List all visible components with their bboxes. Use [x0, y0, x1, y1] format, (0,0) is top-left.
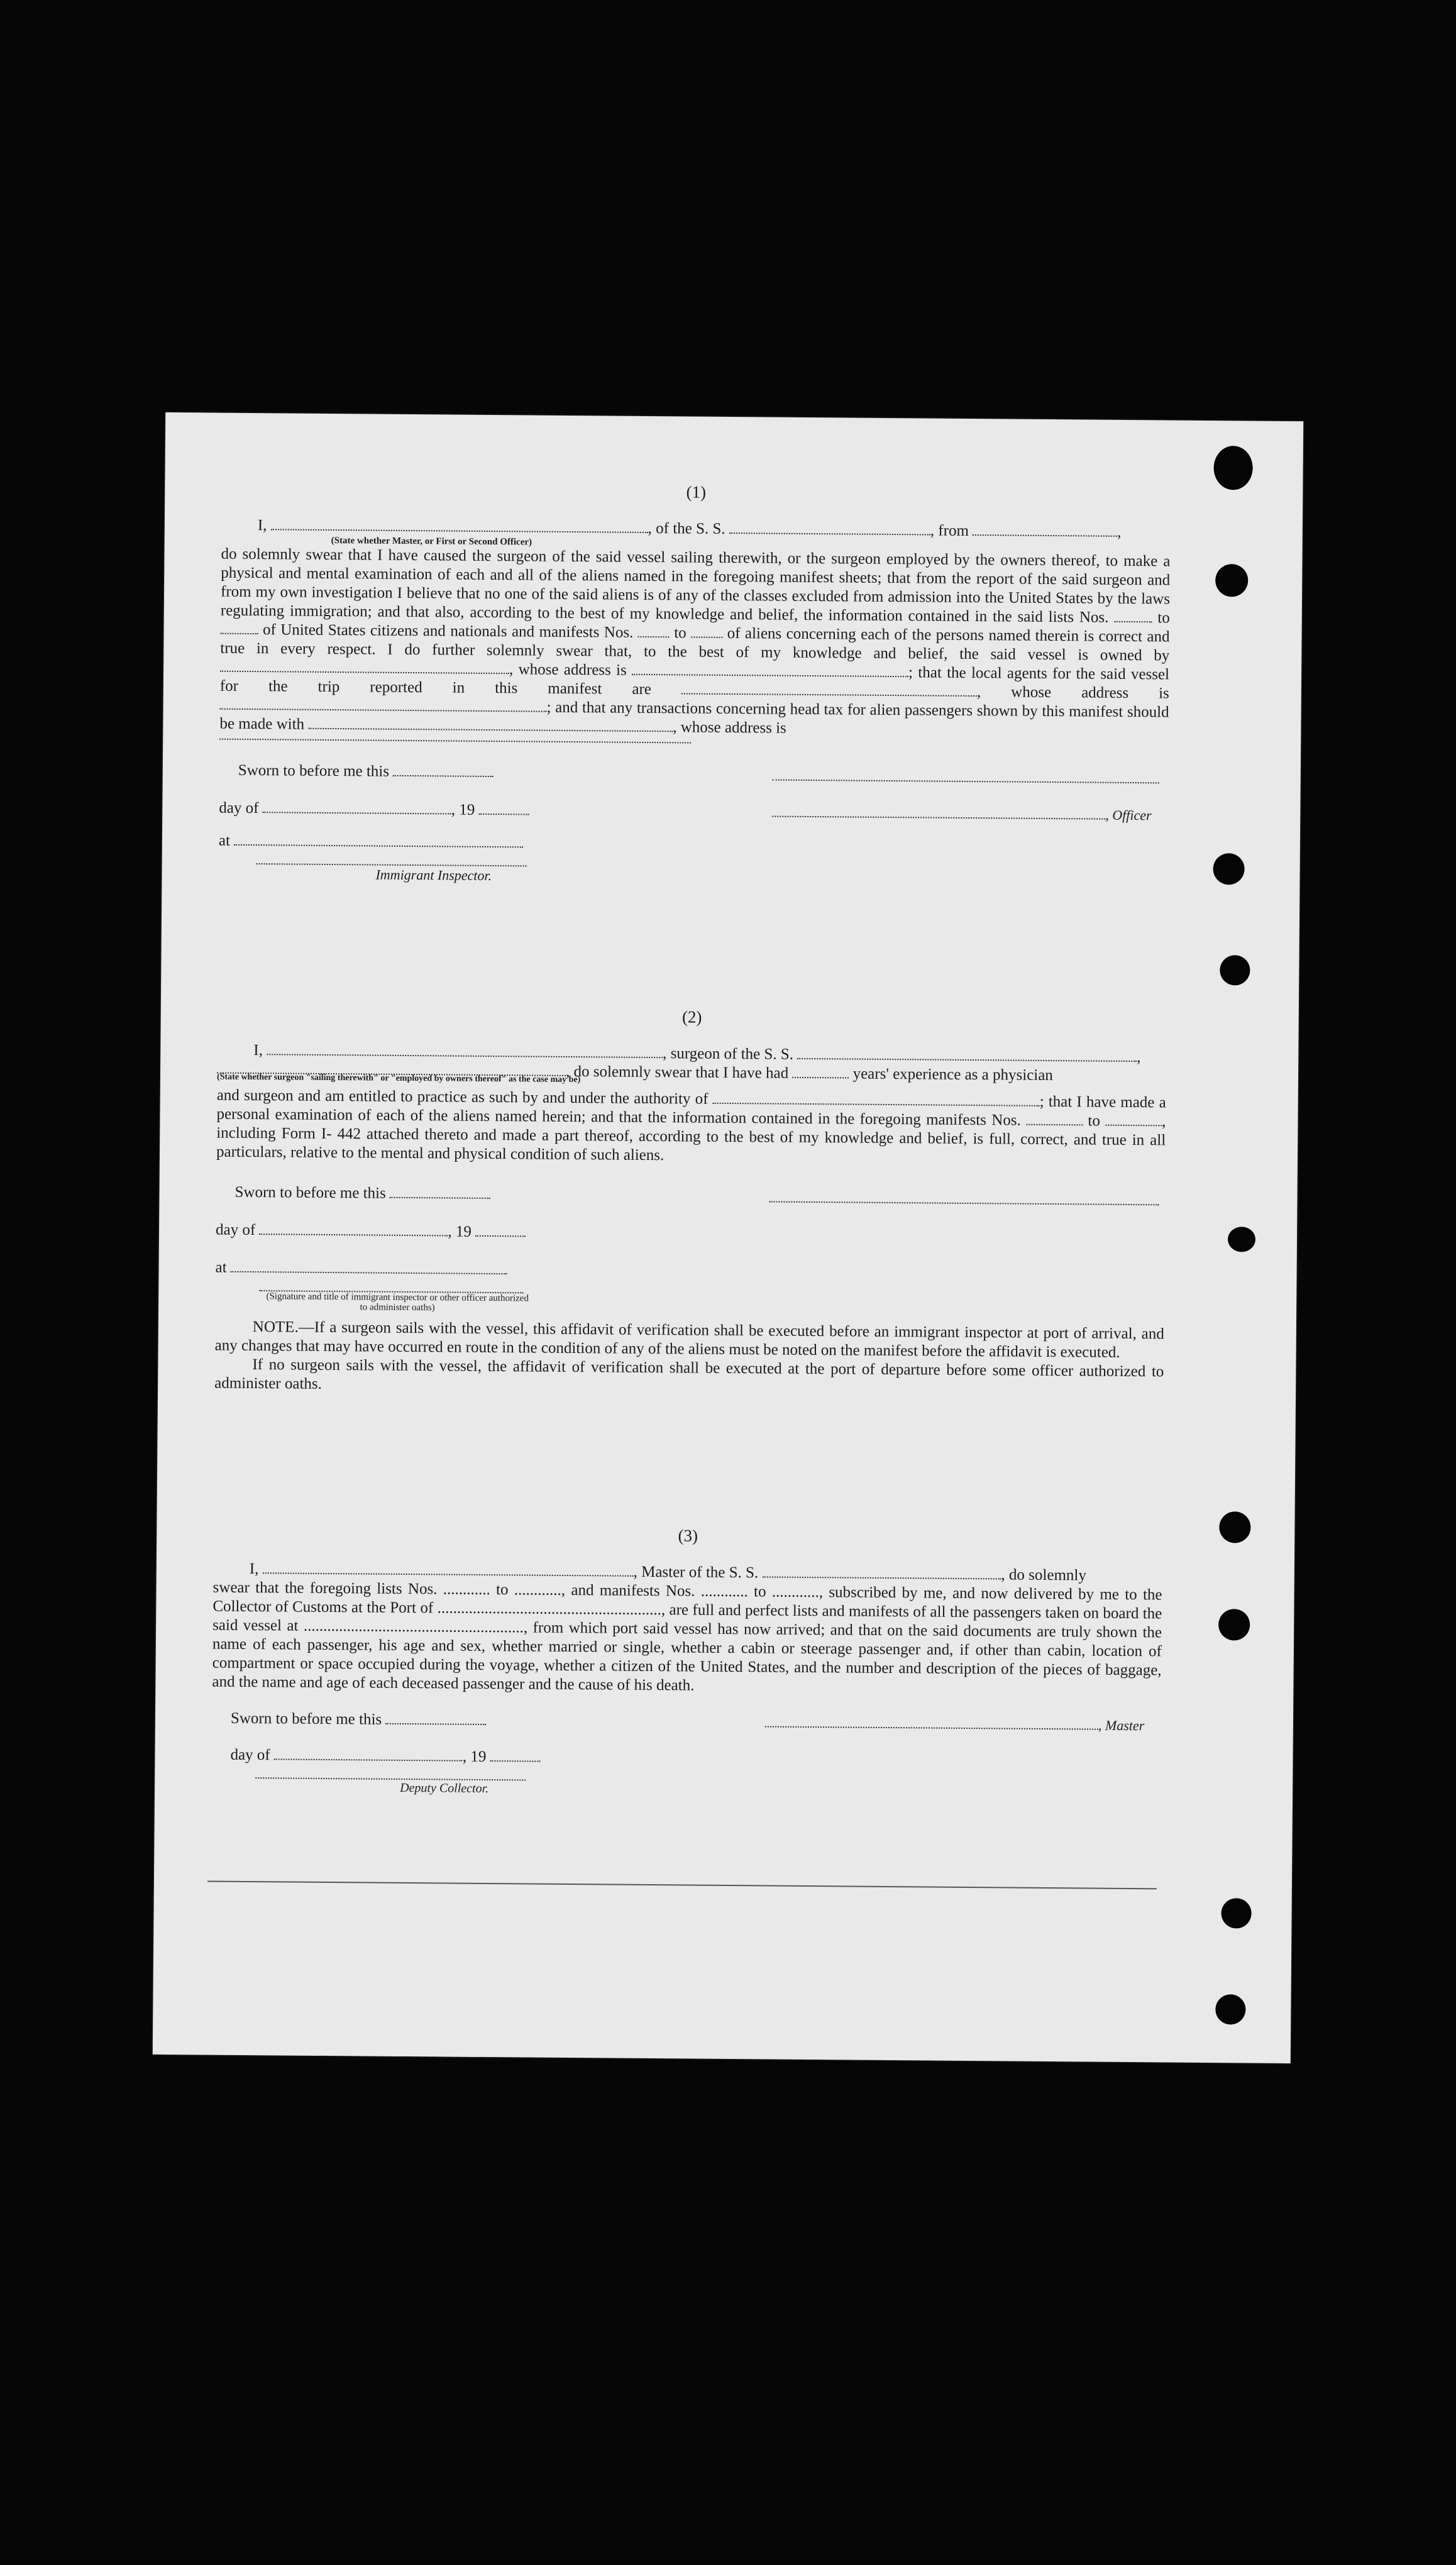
deputy-collector-label: Deputy Collector. [400, 1780, 489, 1796]
manifests-to-field[interactable] [1105, 1113, 1162, 1127]
at-label: at [215, 1259, 227, 1276]
lists-to-field[interactable] [221, 622, 258, 634]
owner-field[interactable] [220, 659, 509, 675]
place-field[interactable] [231, 1260, 507, 1274]
officer-signature-line-1[interactable] [773, 768, 1159, 784]
address-label: , whose address is [673, 719, 786, 737]
body-text: ; and that any transactions concerning head tax for alien passengers shown by this manifest should be made with [219, 698, 1169, 733]
master-of-label: , Master of the S. S. [633, 1563, 759, 1582]
section-1-affidavit [218, 479, 1171, 890]
surgeon-of-label: , surgeon of the S. S. [663, 1045, 794, 1063]
punch-hole [1215, 1994, 1245, 2024]
year-field[interactable] [490, 1749, 541, 1762]
year-label: , 19 [462, 1748, 487, 1766]
years-label: years' experience as a physician [852, 1065, 1053, 1084]
comma: , [1117, 523, 1122, 541]
punch-hole [1228, 1227, 1255, 1252]
master-name-field[interactable] [263, 1561, 634, 1577]
administering-officer-signature-line[interactable] [259, 1277, 523, 1293]
sworn-day-field[interactable] [393, 764, 494, 777]
master-label: , Master [1098, 1717, 1145, 1734]
master-signature-line[interactable] [765, 1714, 1098, 1729]
year-label: , 19 [448, 1223, 472, 1240]
sworn-label: Sworn to before me this [234, 1183, 386, 1202]
address-label: , whose address is [509, 661, 627, 679]
body-text: and surgeon and am entitled to practice as such by and under the authority of [216, 1086, 709, 1108]
manifests-from-field[interactable] [638, 625, 670, 637]
note-paragraph: If no surgeon sails with the vessel, the affidavit of verification shall be executed at the port of departure before some officer authorized to administer oaths. [214, 1356, 1164, 1393]
to-label: to [674, 624, 687, 642]
vessel-name-field[interactable] [729, 521, 930, 536]
punch-hole [1221, 1898, 1251, 1928]
punch-hole [1213, 446, 1253, 490]
manifest-page [153, 412, 1303, 2063]
sworn-label: Sworn to before me this [238, 761, 390, 780]
sworn-day-field[interactable] [385, 1712, 486, 1725]
inspector-signature-line[interactable] [256, 851, 527, 866]
surgeon-name-field[interactable] [267, 1042, 663, 1058]
semicolon: ; [908, 664, 913, 681]
vessel-name-field[interactable] [762, 1565, 1001, 1579]
year-label: , 19 [451, 801, 475, 819]
body-text: do solemnly swear that I have caused the surgeon of the said vessel sailing therewith, or the surgeon employed by the owners thereof, to make a physical and mental examination of each and all of the aliens named in the foregoing manifest sheets; that from the report of the said surgeon and from my own investigation I believe that no one of the said aliens is of any of the classes excluded from admission into the United States by the laws regulating immigration; and that also, according to the best of my knowledge and belief, the information contained in the said lists Nos. [220, 545, 1171, 626]
bottom-rule [207, 1881, 1157, 1890]
body-text: of aliens concerning each of the persons named therein is correct and true in every respect. I do further solemnly swear that, to the best of my knowledge and belief, the said vessel is owned by [220, 624, 1170, 665]
section-number: (3) [678, 1526, 698, 1545]
semicolon: ; [1039, 1093, 1044, 1110]
place-field[interactable] [234, 833, 523, 848]
note-paragraph: NOTE.—If a surgeon sails with the vessel, this affidavit of verification shall be executed before an immigrant inspector at port of arrival, and any changes that may have occurred en route in the condition of any of the aliens must be noted on the manifest before the affidavit is executed. [214, 1318, 1164, 1361]
year-field[interactable] [478, 802, 529, 815]
surgeon-status-field[interactable] [217, 1061, 566, 1076]
day-of-label: day of [219, 799, 259, 817]
officer-caption: (State whether Master, or First or Second Officer) [331, 536, 532, 548]
vessel-name-field[interactable] [797, 1047, 1137, 1062]
sworn-day-field[interactable] [390, 1186, 490, 1199]
punch-hole [1220, 955, 1250, 985]
years-field[interactable] [792, 1066, 849, 1079]
punch-hole [1218, 1609, 1250, 1640]
body-text: , including Form I- 442 attached thereto and made a part thereof, according to the best of my knowledge and belief, is full, correct, and true in all particulars, relative to the mental and physical condition of such aliens. [216, 1113, 1166, 1164]
to-label: to [1088, 1112, 1101, 1130]
swear-label: , do solemnly swear that I have had [565, 1062, 789, 1082]
body-text: that I have made a personal examination of each of the aliens named herein; and that the information contained in the foregoing manifests Nos. [216, 1093, 1166, 1129]
head-tax-party-field[interactable] [308, 717, 673, 732]
owner-address-field[interactable] [632, 663, 908, 677]
punch-hole [1215, 564, 1248, 597]
surgeon-caption: (State whether surgeon "sailing therewith" or "employed by owners thereof" as the case may be) [216, 1072, 581, 1085]
comma: , [976, 683, 981, 701]
punch-hole [1219, 1511, 1250, 1543]
solemnly-label: , do solemnly [1001, 1566, 1087, 1584]
officer-signature-line-2[interactable] [772, 805, 1105, 820]
month-field[interactable] [263, 800, 451, 814]
day-of-label: day of [215, 1221, 256, 1239]
affidavit-body [219, 545, 1170, 741]
month-field[interactable] [274, 1747, 463, 1761]
officer-name-field[interactable] [271, 517, 648, 533]
to-label: to [1157, 609, 1170, 627]
signature-caption: (Signature and title of immigrant inspector or other officer authorized to administer oaths) [266, 1291, 529, 1313]
section-2-affidavit [214, 1004, 1167, 1401]
year-field[interactable] [475, 1224, 526, 1237]
from-label: , from [930, 522, 969, 539]
surgeon-signature-line[interactable] [769, 1190, 1159, 1206]
from-port-field[interactable] [973, 523, 1117, 537]
deputy-collector-signature-line[interactable] [255, 1765, 526, 1780]
officer-label: , Officer [1105, 807, 1152, 824]
punch-hole [1213, 853, 1244, 885]
i-label: I, [249, 1560, 259, 1578]
at-label: at [218, 832, 231, 849]
i-label: I, [253, 1042, 263, 1059]
section-number: (2) [681, 1007, 702, 1027]
manifests-from-field[interactable] [1026, 1113, 1083, 1126]
section-number: (1) [686, 482, 707, 502]
manifests-to-field[interactable] [691, 626, 722, 638]
month-field[interactable] [259, 1222, 448, 1236]
section-3-affidavit [211, 1523, 1162, 1802]
lists-from-field[interactable] [1114, 610, 1152, 622]
master-affidavit-body: swear that the foregoing lists Nos. ............ to ............, and manifests Nos. ............ to ............, subscribed by me, and now delivered by me to the Collector of Customs at the Port of ........................................................., are full and perfect lists and manifests of all the passengers taken on board the said vessel at ........................................................, from which port said vessel has now arrived; and that on the said documents are truly shown the name of each passenger, his age and sex, whether married or single, whether a cabin or steerage passenger and, if other than cabin, location of compartment or space occupied during the voyage, whether a citizen of the United States, and the number and description of the pieces of baggage, and the name and age of each deceased passenger and the cause of his death. [212, 1579, 1162, 1694]
of-ss-label: , of the S. S. [648, 519, 725, 538]
surgeon-affidavit-body [216, 1086, 1166, 1169]
comma: , [1137, 1049, 1141, 1066]
i-label: I, [257, 517, 267, 534]
agents-address-field[interactable] [220, 697, 547, 712]
day-of-label: day of [230, 1746, 270, 1764]
inspector-label: Immigrant Inspector. [375, 866, 492, 884]
body-text: that the local agents for the said vessel for the trip reported in this manifest are [219, 664, 1170, 698]
sworn-label: Sworn to before me this [230, 1709, 382, 1728]
agents-field[interactable] [681, 681, 977, 697]
authority-field[interactable] [713, 1091, 1040, 1106]
address-label: whose address is [1011, 683, 1169, 702]
body-text: of United States citizens and nationals and manifests Nos. [262, 621, 634, 641]
